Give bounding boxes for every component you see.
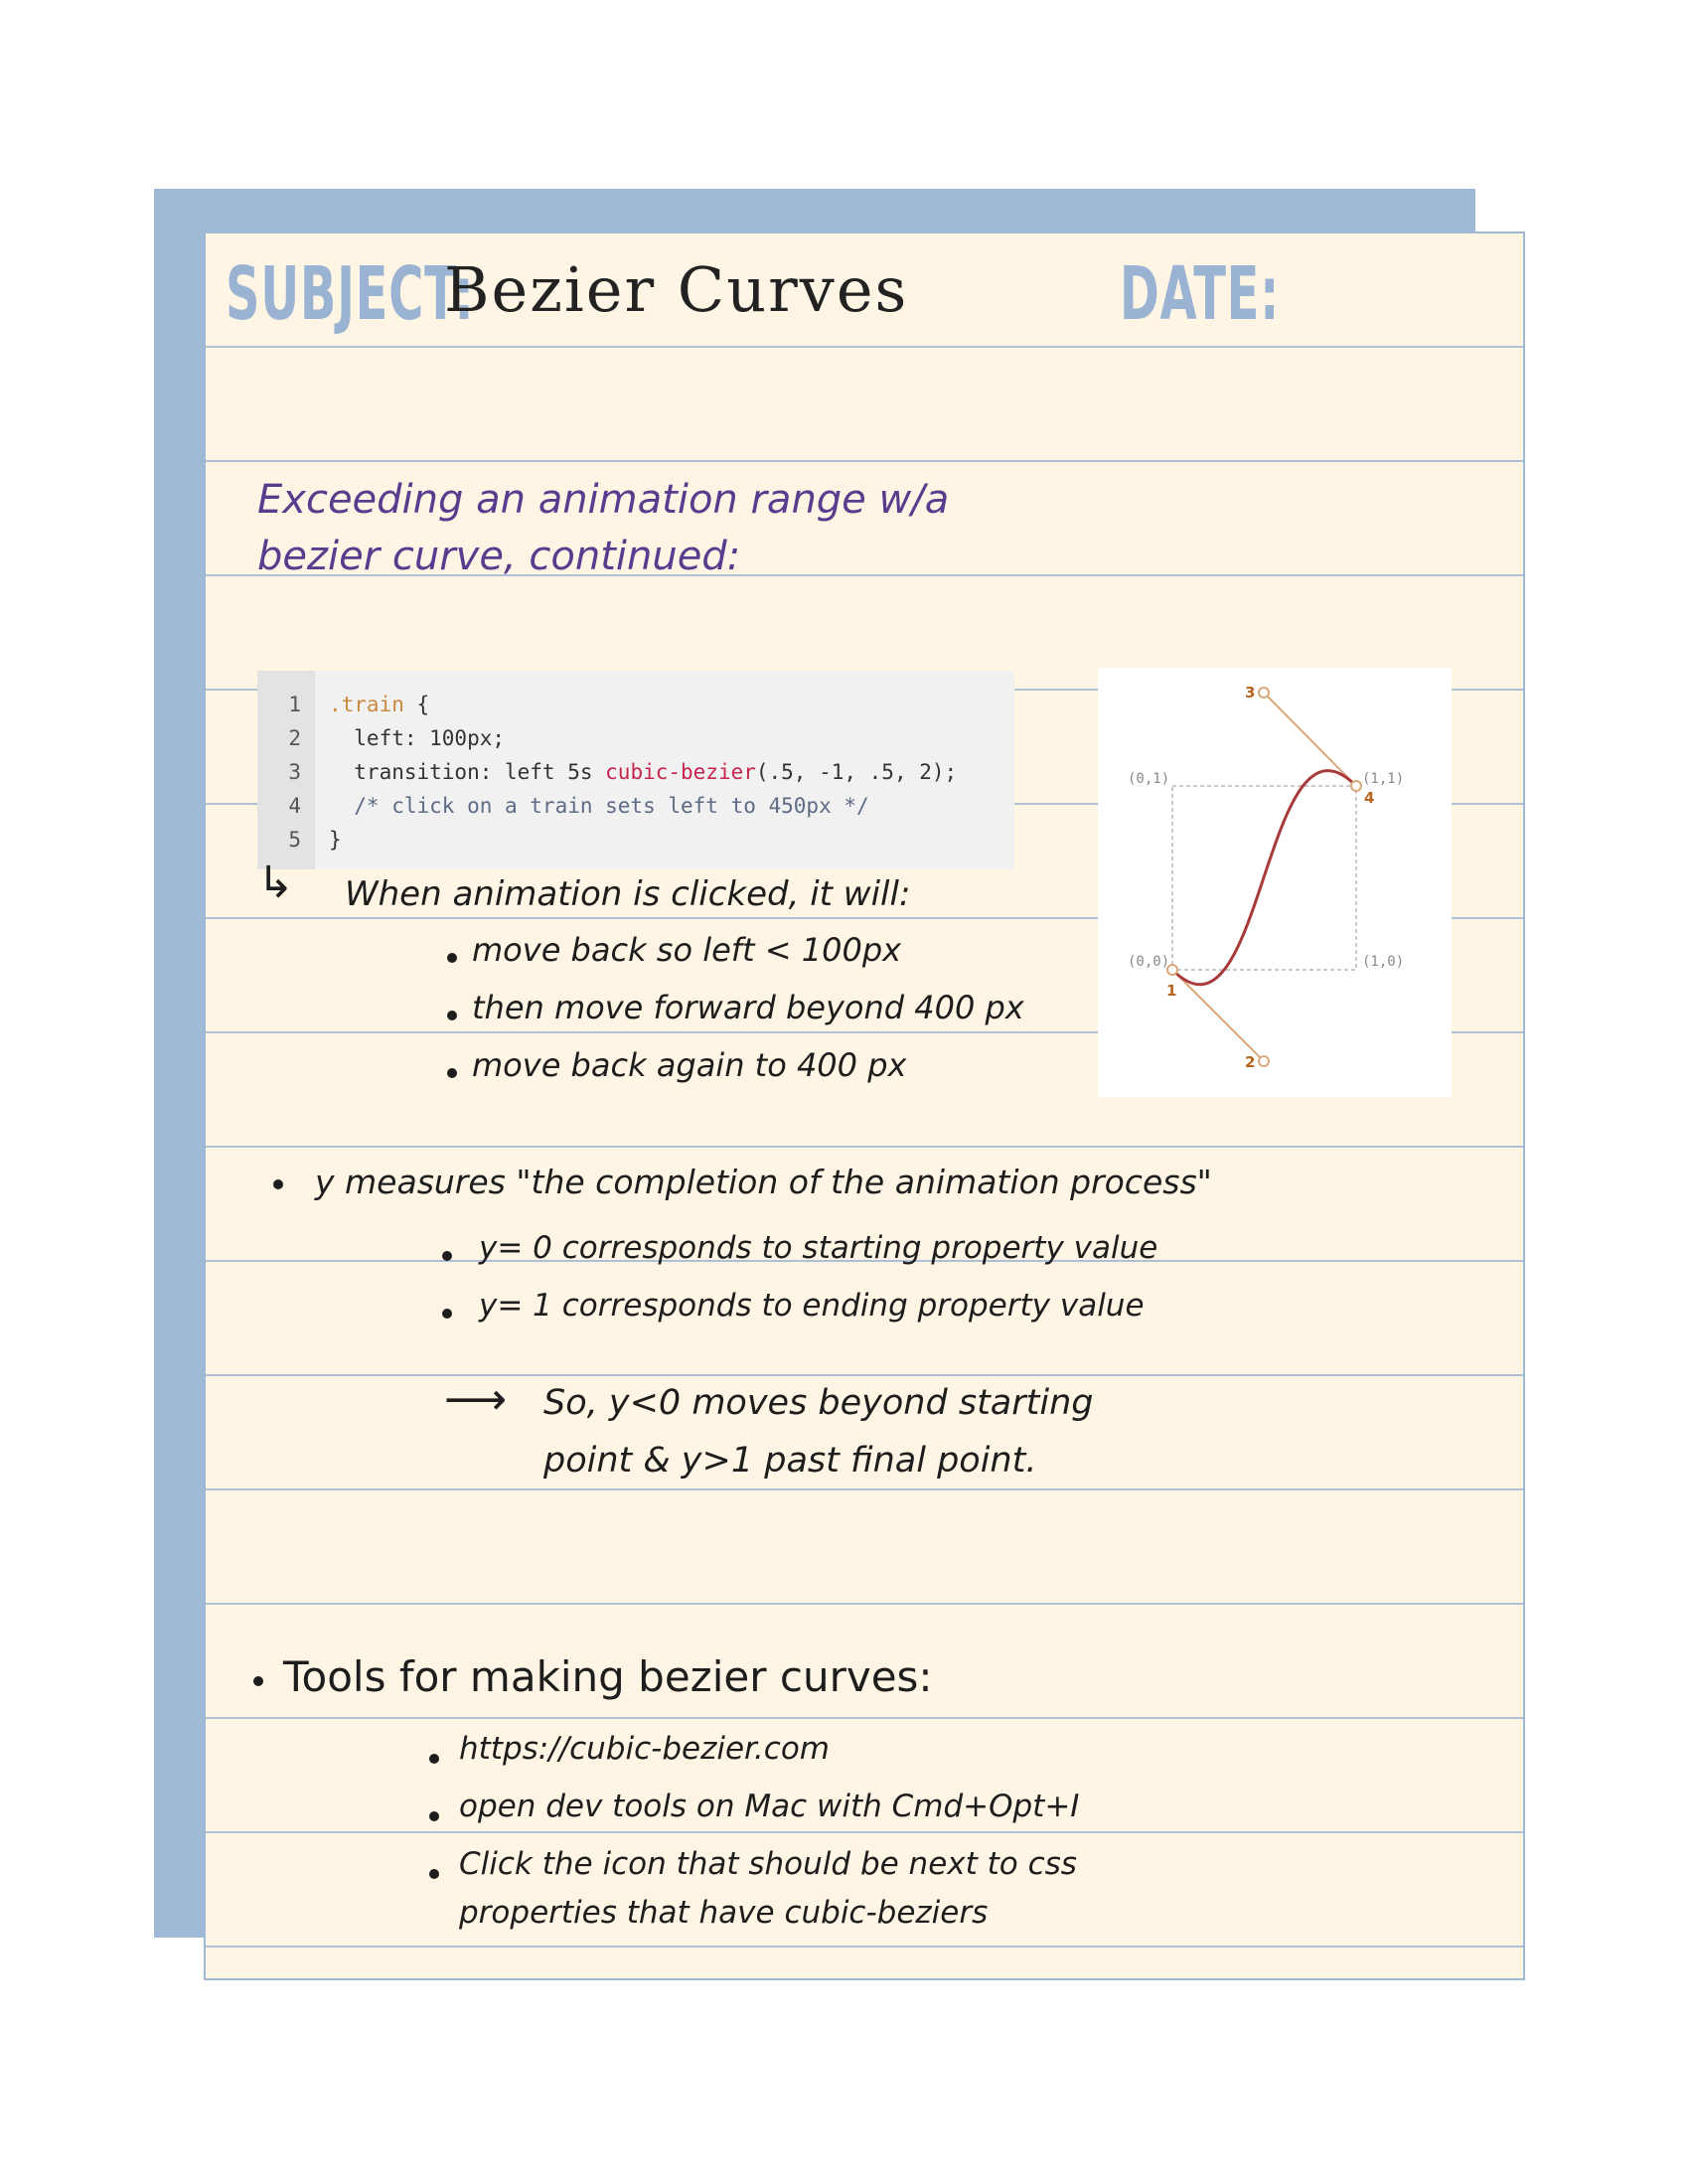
notebook-page (204, 232, 1525, 1980)
bezier-diagram (1098, 668, 1452, 1097)
line-number: 3 (288, 760, 301, 784)
date-label: DATE: (1120, 251, 1280, 337)
label-1-1: (1,1) (1362, 771, 1405, 787)
return-arrow-icon: ↳ (257, 858, 294, 908)
line-number: 4 (288, 794, 301, 818)
end-point-marker (1351, 781, 1361, 791)
y-measures-text: y measures "the completion of the animation process" (315, 1163, 1212, 1201)
bullet (429, 1869, 439, 1879)
tools-title: Tools for making bezier curves: (283, 1652, 933, 1701)
code-line-4: /* click on a train sets left to 450px */ (329, 794, 869, 818)
handle-line-end (1264, 693, 1356, 786)
code-line-2: left: 100px; (329, 726, 506, 750)
point-label-3: 3 (1245, 684, 1256, 702)
label-0-1: (0,1) (1128, 771, 1170, 787)
tools-item-1: https://cubic-bezier.com (459, 1731, 830, 1767)
cubic-bezier-fn: cubic-bezier (605, 760, 756, 784)
bullet (273, 1179, 283, 1189)
bullet (447, 1068, 457, 1078)
code-line-5: } (329, 828, 342, 852)
line-number: 1 (288, 693, 301, 716)
bullet (429, 1811, 439, 1821)
tools-item-3-line-2: properties that have cubic-beziers (459, 1895, 989, 1931)
label-0-0: (0,0) (1128, 954, 1170, 970)
long-arrow-icon: ⟶ (444, 1374, 508, 1425)
label-1-0: (1,0) (1362, 954, 1405, 970)
step-1: move back so left < 100px (472, 931, 902, 969)
line-number: 2 (288, 726, 301, 750)
handle-line-start (1172, 970, 1264, 1061)
code-gutter (257, 671, 315, 869)
css-selector: .train (329, 693, 404, 716)
bullet (442, 1309, 452, 1319)
transition-prefix: transition: left 5s (329, 760, 606, 784)
intro-line-2: bezier curve, continued: (257, 534, 741, 579)
point-label-1: 1 (1166, 982, 1177, 1000)
cubic-bezier-args: (.5, -1, .5, 2); (755, 760, 958, 784)
code-line-3 (329, 760, 957, 784)
bezier-svg (1098, 668, 1452, 1097)
bullet (447, 1011, 457, 1020)
code-snippet (257, 671, 1014, 869)
tools-item-2: open dev tools on Mac with Cmd+Opt+I (459, 1789, 1080, 1824)
tools-item-3-line-1: Click the icon that should be next to css (459, 1846, 1077, 1882)
point-label-2: 2 (1245, 1053, 1256, 1071)
when-clicked-text: When animation is clicked, it will: (345, 874, 911, 914)
bullet (253, 1676, 263, 1686)
y-one-text: y= 1 corresponds to ending property value (479, 1288, 1145, 1324)
step-2: then move forward beyond 400 px (472, 989, 1024, 1026)
control-point-1-handle[interactable] (1259, 1056, 1269, 1066)
subject-value: Bezier Curves (444, 253, 909, 326)
subject-label: SUBJECT: (226, 251, 475, 337)
line-number: 5 (288, 828, 301, 852)
open-brace: { (403, 693, 430, 716)
step-3: move back again to 400 px (472, 1046, 907, 1084)
point-label-4: 4 (1364, 789, 1375, 807)
bullet (442, 1251, 452, 1261)
code-line-1 (329, 693, 429, 716)
bullet (447, 953, 457, 963)
so-line-1: So, y<0 moves beyond starting (543, 1383, 1094, 1423)
bullet (429, 1754, 439, 1764)
so-line-2: point & y>1 past final point. (543, 1441, 1037, 1481)
intro-line-1: Exceeding an animation range w/a (257, 477, 950, 523)
bezier-curve (1172, 771, 1356, 985)
control-point-2-handle[interactable] (1259, 688, 1269, 698)
y-zero-text: y= 0 corresponds to starting property value (479, 1230, 1158, 1266)
